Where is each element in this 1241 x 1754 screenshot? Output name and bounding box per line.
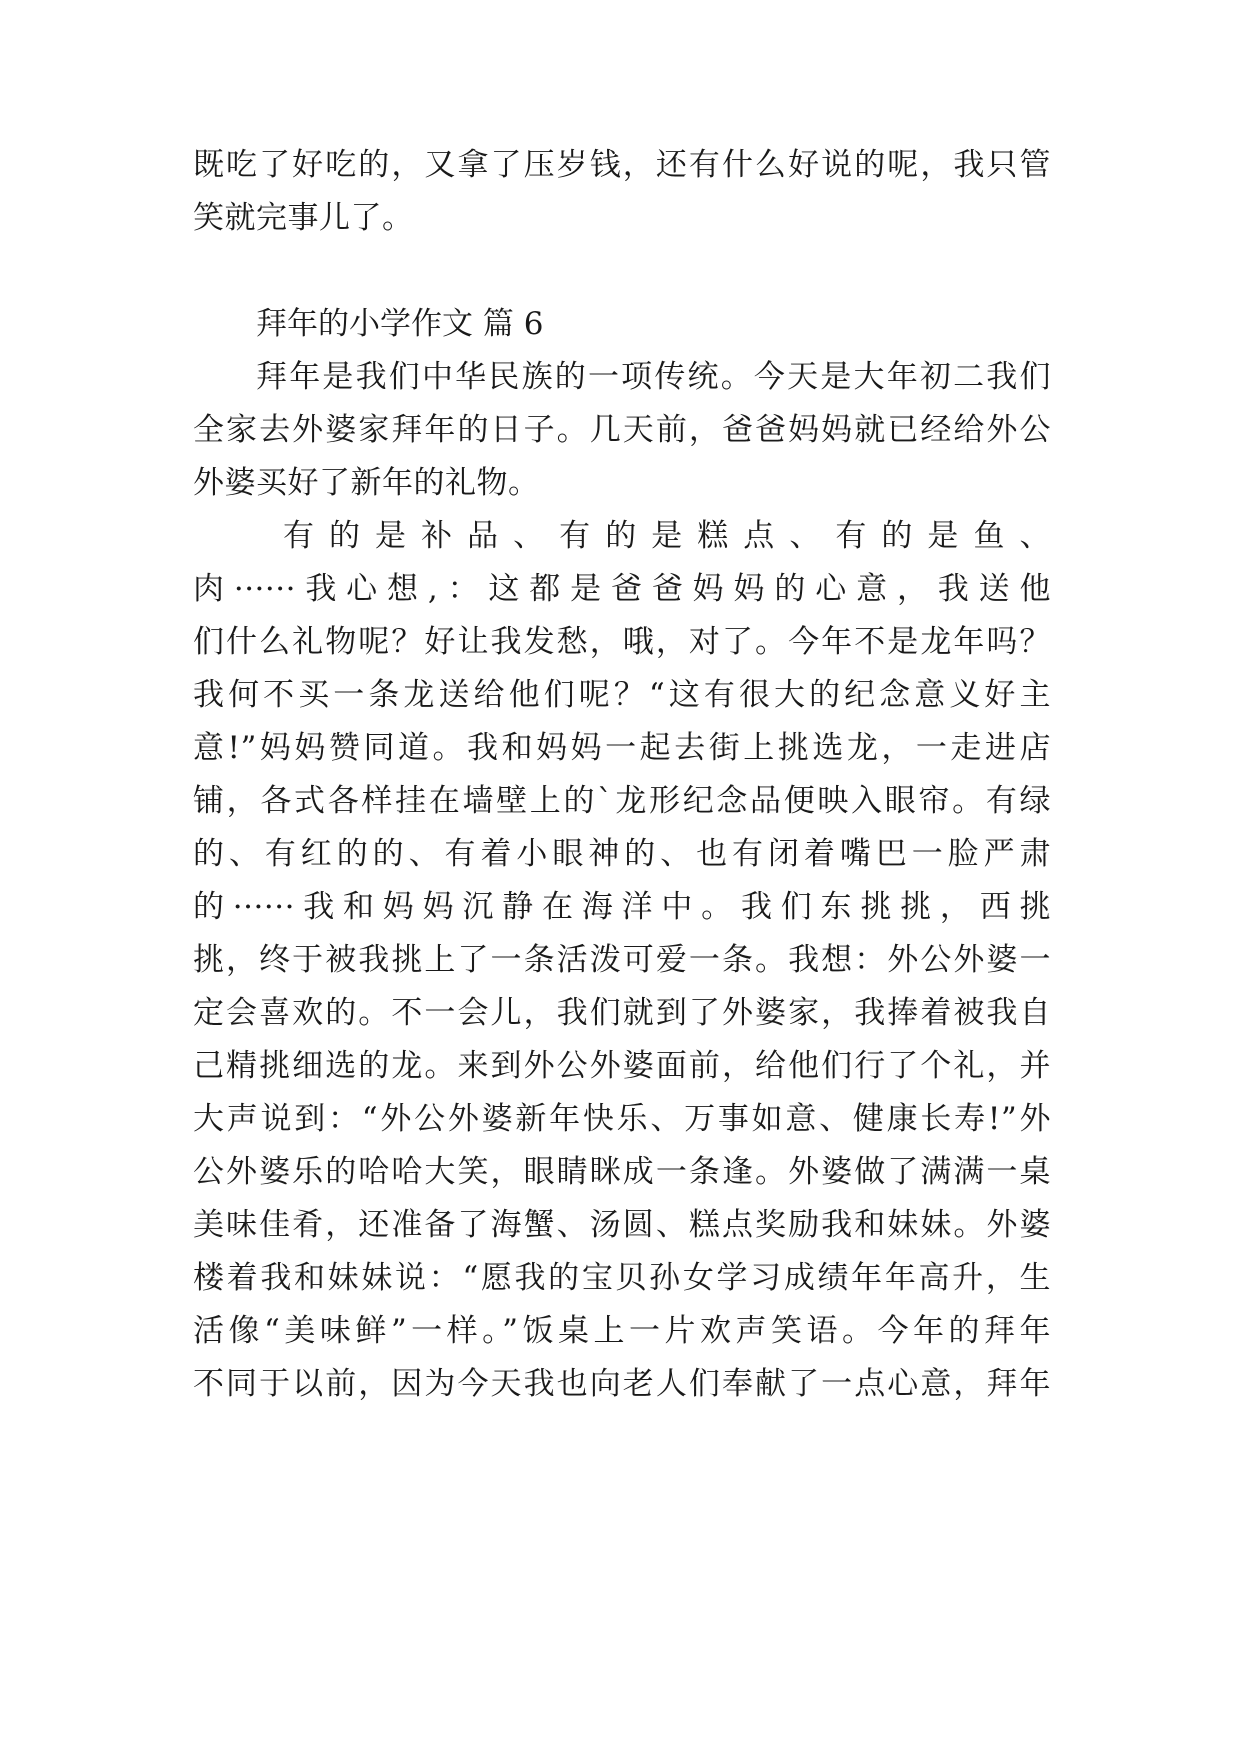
text-line: 公外婆乐的哈哈大笑，眼睛眯成一条逢。外婆做了满满一桌 (193, 1154, 1051, 1190)
text-line: 的······我和妈妈沉静在海洋中。我们东挑挑，西挑 (193, 889, 1051, 925)
text-line: 我何不买一条龙送给他们呢？“这有很大的纪念意义好主 (193, 677, 1051, 713)
text-line: 楼着我和妹妹说：“愿我的宝贝孙女学习成绩年年高升，生 (193, 1260, 1051, 1296)
text-line: 定会喜欢的。不一会儿，我们就到了外婆家，我捧着被我自 (193, 995, 1051, 1031)
section-heading: 拜年的小学作文 篇 6 (256, 306, 544, 342)
text-line: 有的是补品、有的是糕点、有的是鱼、 (283, 518, 1051, 554)
text-line: 拜年是我们中华民族的一项传统。今天是大年初二我们 (256, 359, 1051, 395)
text-line: 笑就完事儿了。 (193, 200, 414, 236)
text-line: 大声说到：“外公外婆新年快乐、万事如意、健康长寿!”外 (193, 1101, 1051, 1137)
text-line: 挑，终于被我挑上了一条活泼可爱一条。我想：外公外婆一 (193, 942, 1051, 978)
text-line: 们什么礼物呢？好让我发愁，哦，对了。今年不是龙年吗？ (193, 624, 1051, 660)
text-line: 肉······我心想,：这都是爸爸妈妈的心意，我送他 (193, 571, 1051, 607)
text-line: 活像“美味鲜”一样。”饭桌上一片欢声笑语。今年的拜年 (193, 1313, 1051, 1349)
text-line: 美味佳肴，还准备了海蟹、汤圆、糕点奖励我和妹妹。外婆 (193, 1207, 1051, 1243)
text-line: 不同于以前，因为今天我也向老人们奉献了一点心意，拜年 (193, 1366, 1051, 1402)
text-line: 的、有红的的、有着小眼神的、也有闭着嘴巴一脸严肃 (193, 836, 1051, 872)
text-line: 全家去外婆家拜年的日子。几天前，爸爸妈妈就已经给外公 (193, 412, 1051, 448)
text-line: 己精挑细选的龙。来到外公外婆面前，给他们行了个礼，并 (193, 1048, 1051, 1084)
text-line: 既吃了好吃的，又拿了压岁钱，还有什么好说的呢，我只管 (193, 147, 1051, 183)
text-line: 外婆买好了新年的礼物。 (193, 465, 540, 501)
text-line: 铺，各式各样挂在墙壁上的`龙形纪念品便映入眼帘。有绿 (193, 783, 1051, 819)
text-line: 意!”妈妈赞同道。我和妈妈一起去街上挑选龙，一走进店 (193, 730, 1051, 766)
